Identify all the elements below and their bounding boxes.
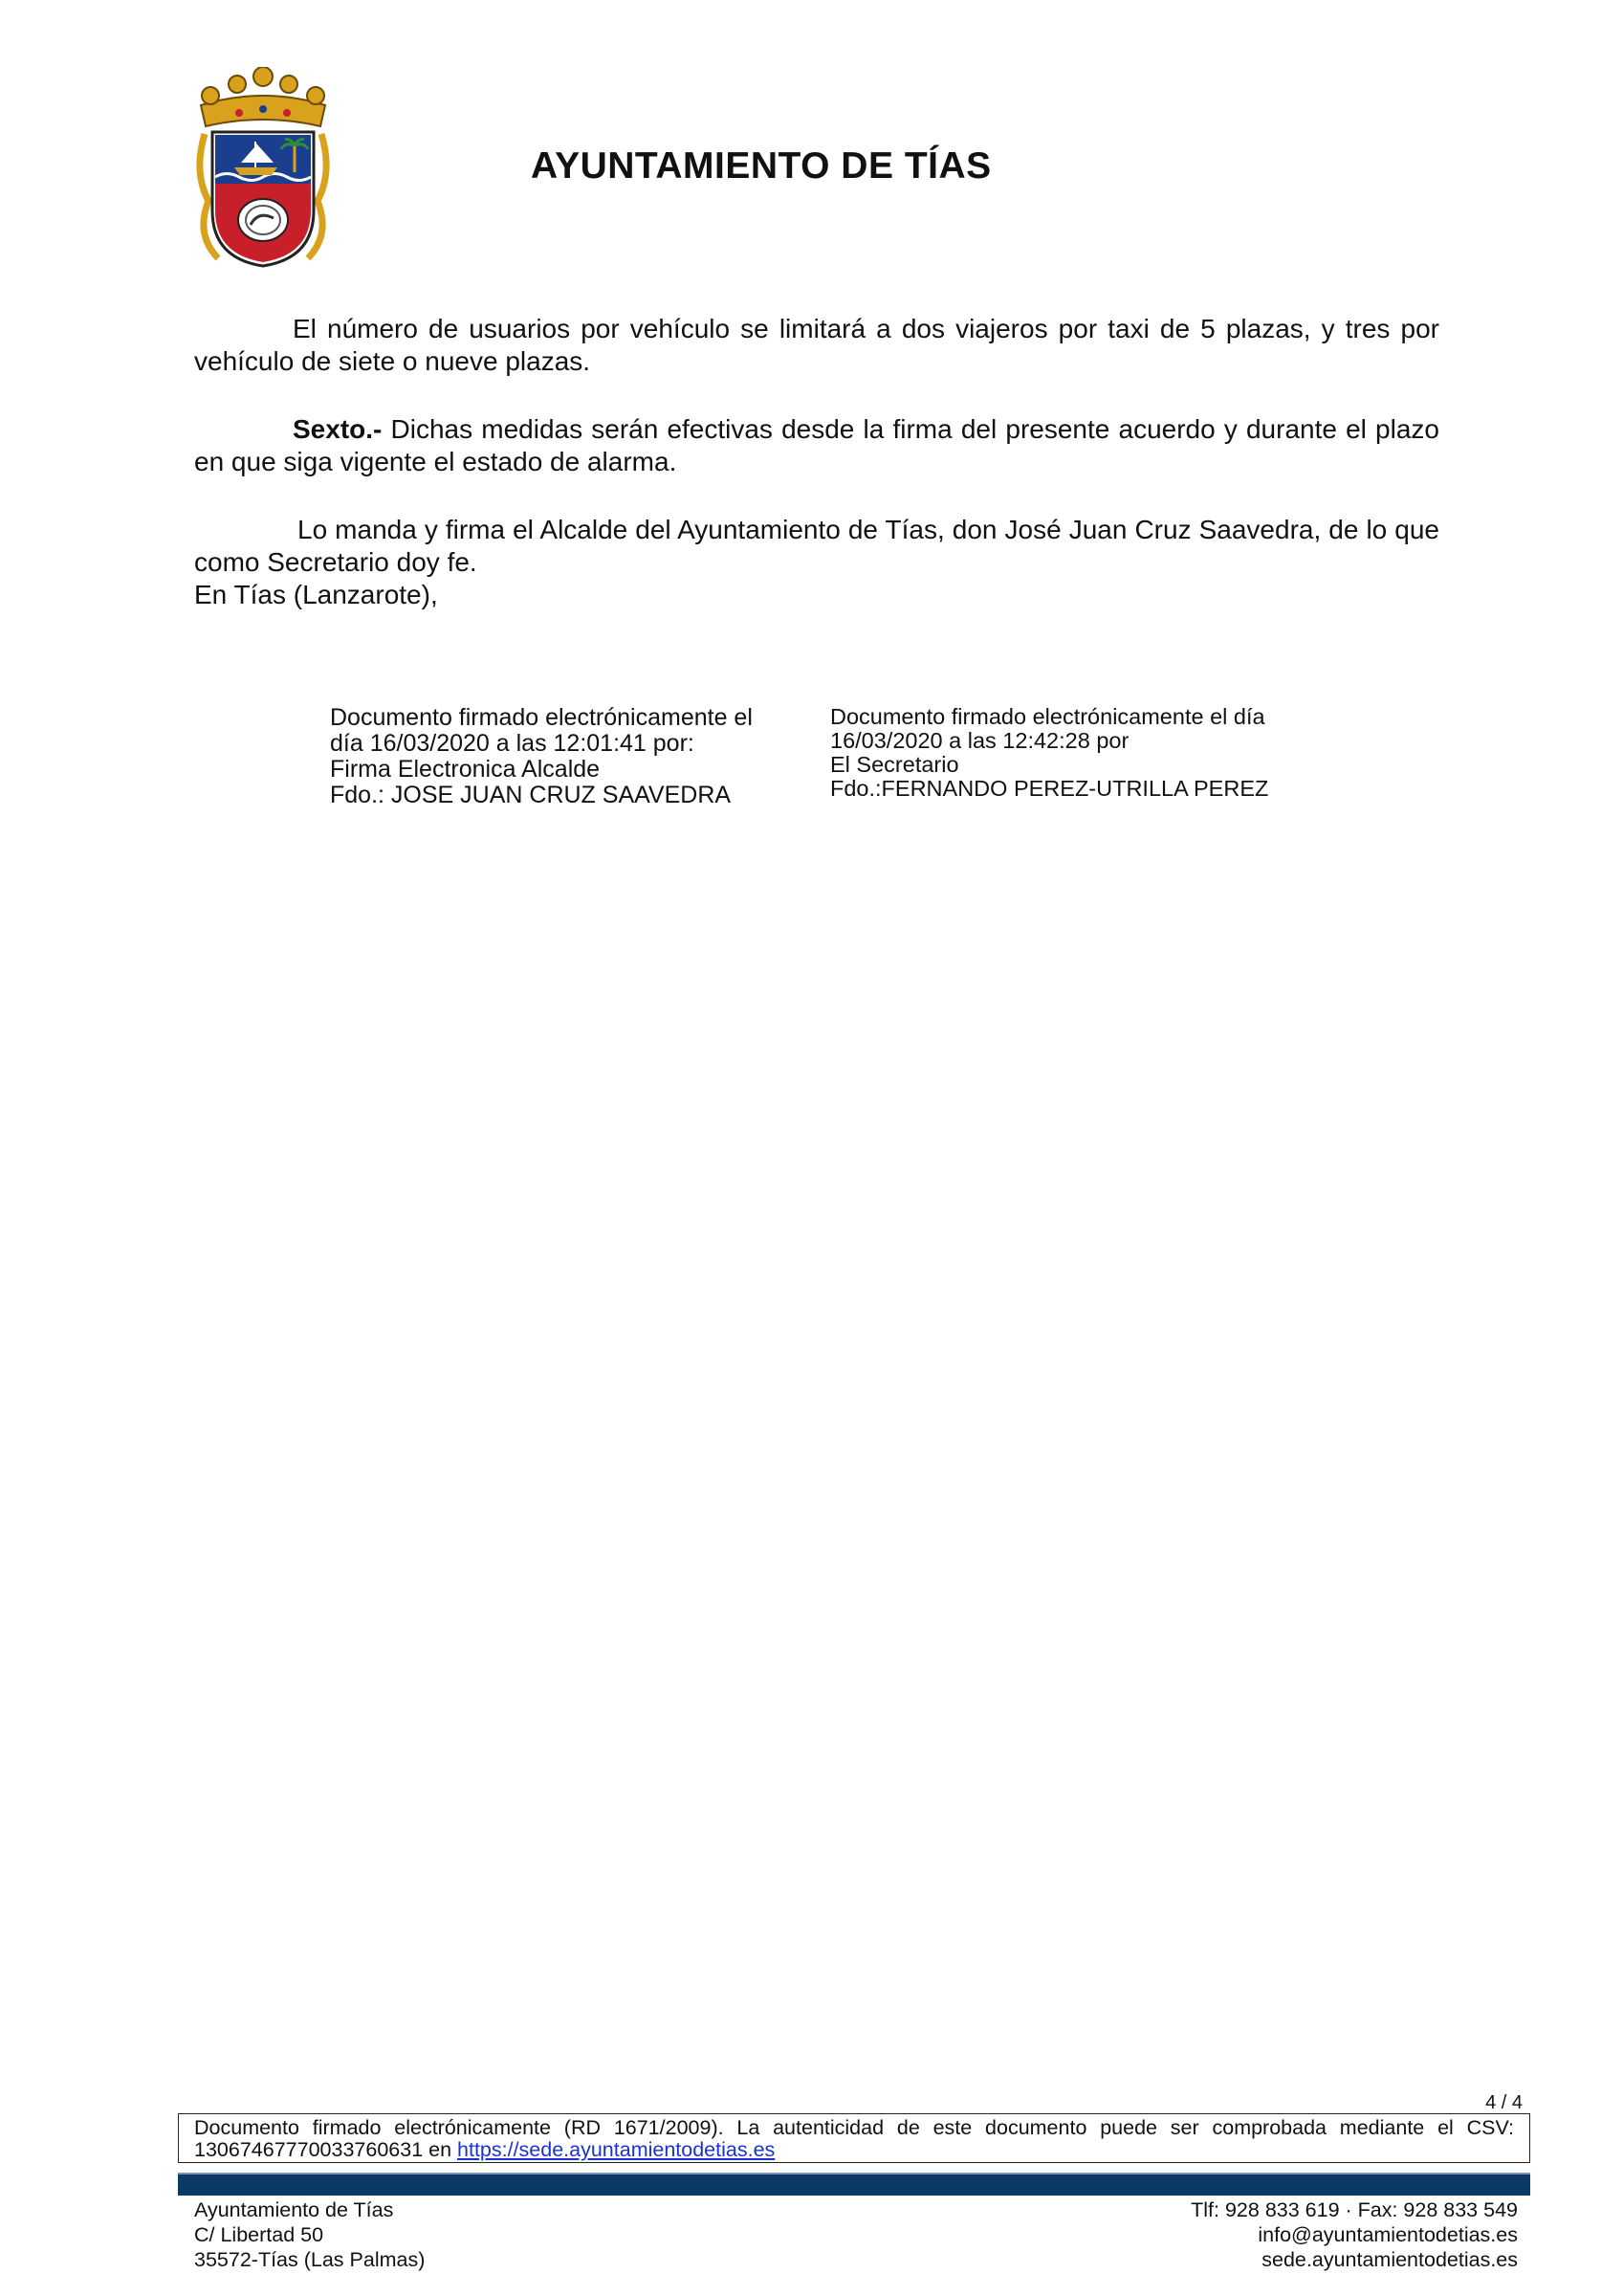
- signature-block-secretary: [830, 705, 1327, 801]
- signature-line: Fdo.: JOSE JUAN CRUZ SAAVEDRA: [330, 782, 732, 808]
- signature-line: Documento firmado electrónicamente el día: [830, 704, 1265, 729]
- footer-address: [194, 2197, 425, 2272]
- footer-contact: [1191, 2197, 1518, 2272]
- footer-divider-bar: [178, 2173, 1530, 2196]
- place-line: En Tías (Lanzarote),: [194, 580, 438, 609]
- paragraph-closing: [194, 514, 1439, 611]
- signature-line: día 16/03/2020 a las 12:01:41 por:: [330, 730, 694, 757]
- email-address: info@ayuntamientodetias.es: [1258, 2223, 1518, 2246]
- paragraph-passengers: [194, 313, 1439, 378]
- signature-line: Fdo.:FERNANDO PEREZ-UTRILLA PEREZ: [830, 776, 1269, 801]
- signature-block-mayor: [330, 705, 808, 808]
- csv-verification-link[interactable]: https://sede.ayuntamientodetias.es: [457, 2138, 776, 2161]
- paragraph-sexto: [194, 413, 1439, 478]
- page-number: 4 / 4: [1485, 2092, 1523, 2113]
- page-title: AYUNTAMIENTO DE TÍAS: [531, 145, 992, 187]
- signature-line: Firma Electronica Alcalde: [330, 756, 601, 783]
- address-line: Ayuntamiento de Tías: [194, 2198, 394, 2221]
- address-line: C/ Libertad 50: [194, 2223, 324, 2246]
- csv-text: Documento firmado electrónicamente (RD 1671/2009). La autenticidad de este documento puede ser comprobada mediante el CSV: 13067467770033760631 en: [194, 2116, 1514, 2161]
- paragraph-text: Lo manda y firma el Alcalde del Ayuntamiento de Tías, don José Juan Cruz Saavedra, de lo que como Secretario doy fe.: [194, 515, 1439, 577]
- address-line: 35572-Tías (Las Palmas): [194, 2248, 426, 2271]
- signature-line: 16/03/2020 a las 12:42:28 por: [830, 728, 1130, 753]
- coat-of-arms-icon: [191, 67, 335, 273]
- csv-verification-box: [178, 2113, 1530, 2163]
- signature-line: El Secretario: [830, 752, 959, 777]
- article-label: Sexto.-: [293, 414, 383, 444]
- website-address: sede.ayuntamientodetias.es: [1261, 2248, 1518, 2271]
- paragraph-text: El número de usuarios por vehículo se limitará a dos viajeros por taxi de 5 plazas, y tres por vehículo de siete o nueve plazas.: [194, 314, 1439, 376]
- phone-fax: Tlf: 928 833 619 · Fax: 928 833 549: [1191, 2198, 1518, 2221]
- signature-line: Documento firmado electrónicamente el: [330, 704, 753, 731]
- paragraph-text: Dichas medidas serán efectivas desde la firma del presente acuerdo y durante el plazo en que siga vigente el estado de alarma.: [194, 414, 1439, 476]
